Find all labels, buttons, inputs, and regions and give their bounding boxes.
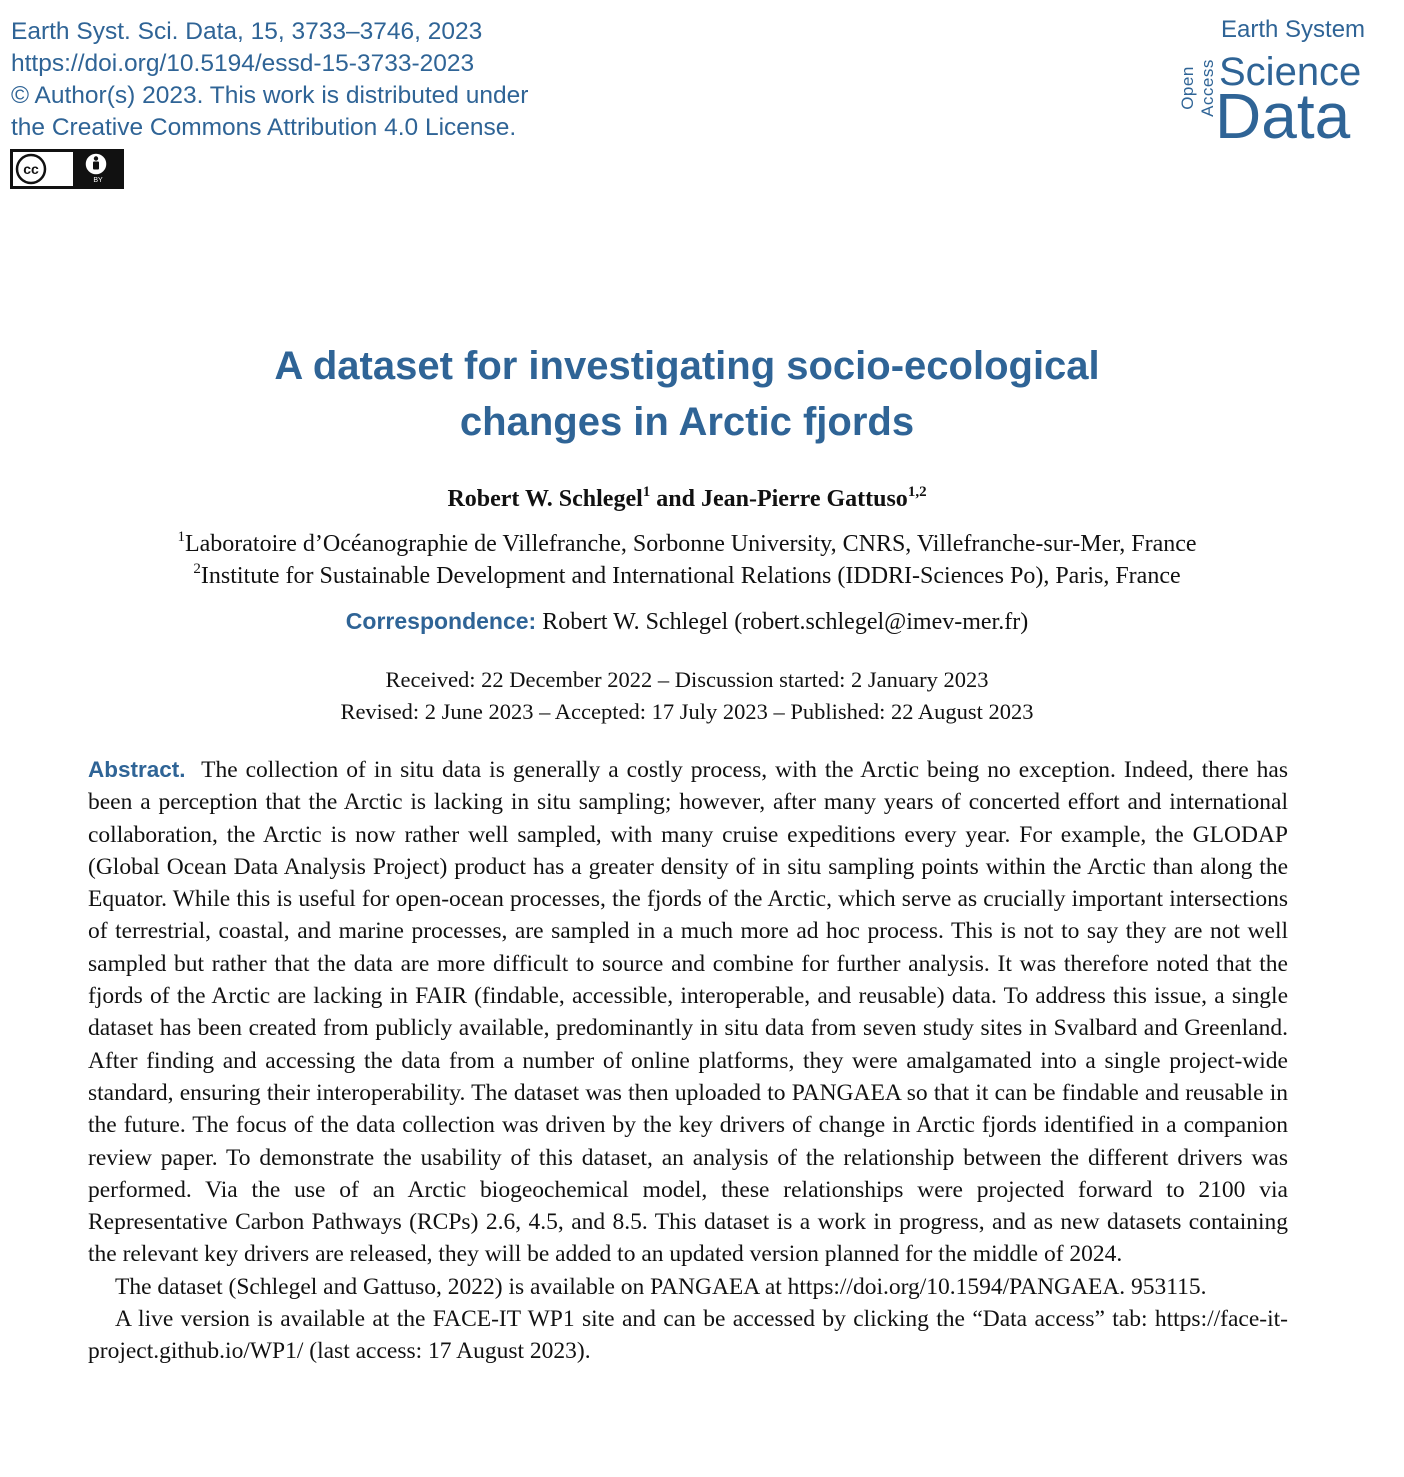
author-1: Robert W. Schlegel: [447, 486, 643, 512]
author-2: Jean-Pierre Gattuso: [700, 486, 908, 512]
abstract-paragraph-2: The dataset (Schlegel and Gattuso, 2022) is available on PANGAEA at https://doi.org/10.1594/PANGAEA. 953115.: [115, 1273, 1207, 1300]
author-list: [0, 486, 1374, 513]
affiliation-1-number: 1: [177, 529, 185, 545]
journal-logo: [1178, 12, 1375, 152]
affiliation-1: [0, 528, 1374, 560]
correspondence-label: Correspondence:: [345, 608, 537, 634]
by-label: BY: [93, 177, 103, 184]
cc-mark: cc: [23, 161, 39, 177]
logo-data: Data: [1215, 80, 1351, 152]
abstract-paragraph-3: A live version is available at the FACE-IT WP1 site and can be accessed by clicking the “Data access” tab: https://face-it-project.github.io/WP1/ (last access: 17 August 2023).: [88, 1306, 1288, 1365]
article-metadata: [11, 16, 528, 144]
author-separator: and: [650, 486, 701, 512]
abstract-text-1: The collection of in situ data is generally a costly process, with the Arctic being no exception. Indeed, there has been a perception that the Arctic is lacking in situ sampling; however, after many years of concerted effort and international collaboration, the Arctic is now rather well sampled, with many cruise expeditions every year. For example, the GLODAP (Global Ocean Data Analysis Project) product has a greater density of in situ sampling points within the Arctic than along the Equator. While this is useful for open-ocean processes, the fjords of the Arctic, which serve as crucially important intersections of terrestrial, coastal, and marine processes, are sampled in a much more ad hoc process. This is not to say they are not well sampled but rather that the data are more difficult to source and combine for further analysis. It was therefore noted that the fjords of the Arctic are lacking in FAIR (findable, accessible, interoperable, and reusable) data. To address this issue, a single dataset has been created from publicly available, predominantly in situ data from seven study sites in Svalbard and Greenland. After finding and accessing the data from a number of online platforms, they were amalgamated into a single project-wide standard, ensuring their interoperability. The dataset was then uploaded to PANGAEA so that it can be findable and reusable in the future. The focus of the data collection was driven by the key drivers of change in Arctic fjords identified in a companion review paper. To demonstrate the usability of this dataset, an analysis of the relationship between the different drivers was performed. Via the use of an Arctic biogeochemical model, these relationships were projected forward to 2100 via Representative Carbon Pathways (RCPs) 2.6, 4.5, and 8.5. This dataset is a work in progress, and as new datasets containing the relevant key drivers are released, they will be added to an updated version planned for the middle of 2024.: [88, 757, 1288, 1268]
affiliations: [0, 528, 1374, 592]
logo-earth-system: Earth System: [1221, 16, 1366, 43]
affiliation-2-text: Institute for Sustainable Development and International Relations (IDDRI-Sciences Po), Paris, France: [200, 563, 1181, 589]
dates-line-2: Revised: 2 June 2023 – Accepted: 17 July 2023 – Published: 22 August 2023: [340, 699, 1034, 724]
title-line-2: changes in Arctic fjords: [459, 400, 915, 444]
author-1-affiliation: 1: [642, 484, 651, 500]
affiliation-1-text: Laboratoire d’Océanographie de Villefranche, Sorbonne University, CNRS, Villefranche-sur-Mer, France: [184, 531, 1197, 557]
dates-line-1: Received: 22 December 2022 – Discussion started: 2 January 2023: [385, 667, 989, 692]
license-line-2[interactable]: the Creative Commons Attribution 4.0 License.: [11, 114, 517, 141]
abstract-label: Abstract.: [88, 757, 186, 782]
affiliation-2: [0, 560, 1374, 592]
publication-dates: [0, 664, 1374, 728]
abstract-paragraph-1: [88, 754, 1288, 1271]
license-line-1: © Author(s) 2023. This work is distributed under: [11, 82, 529, 109]
correspondence: [0, 608, 1374, 636]
open-access-label: Open Access: [1178, 59, 1217, 117]
abstract: [88, 754, 1288, 1368]
title-line-1: A dataset for investigating socio-ecological: [274, 344, 1100, 388]
affiliation-2-number: 2: [193, 561, 201, 577]
logo-science: Science: [1219, 50, 1362, 94]
cc-by-license-badge[interactable]: [10, 149, 124, 189]
doi-link[interactable]: https://doi.org/10.5194/essd-15-3733-2023: [11, 50, 475, 77]
paper-title: [0, 338, 1374, 450]
correspondence-text[interactable]: Robert W. Schlegel (robert.schlegel@imev-mer.fr): [536, 609, 1029, 635]
citation: Earth Syst. Sci. Data, 15, 3733–3746, 2023: [11, 18, 483, 45]
author-2-affiliation: 1,2: [907, 484, 927, 500]
